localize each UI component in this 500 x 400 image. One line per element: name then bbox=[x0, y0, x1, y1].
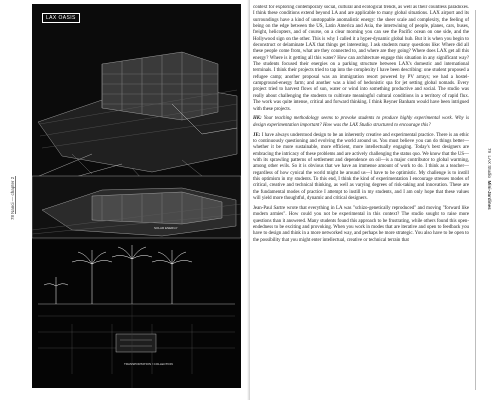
interview-text-column bbox=[253, 5, 469, 397]
top-render bbox=[32, 52, 237, 190]
paragraph-1 bbox=[253, 5, 469, 113]
answer-speaker: JE: bbox=[253, 132, 261, 138]
right-margin-rule bbox=[475, 10, 476, 390]
right-running-head bbox=[478, 148, 492, 238]
plate-caption-solar: SOLAR ENERGY bbox=[154, 226, 178, 230]
running-head-title: Mini-Jardines bbox=[487, 180, 492, 210]
architectural-plate bbox=[32, 4, 241, 388]
left-folio-number: 78 bbox=[10, 214, 15, 220]
left-folio-text: Nanci — chapter 2 bbox=[10, 176, 15, 214]
answer-paragraph bbox=[253, 133, 469, 203]
running-head-section: LAX Studio bbox=[487, 155, 492, 179]
middle-render bbox=[32, 176, 241, 238]
right-page-number: 79 bbox=[487, 148, 492, 154]
question-paragraph bbox=[253, 116, 469, 129]
plate-illustration bbox=[32, 4, 241, 388]
left-folio bbox=[10, 130, 20, 220]
paragraph-4-text: Jean-Paul Sartre wrote that everything in LA was "schizo-genetically reproduced" and moving "forward like modern armies". How could you not be experimental in this context? The studio sought to raise more questions than it answered. Many students found this approach to be frustrating, while others found this open-endedness to be exciting and provoking. When you work in modes that are iterative and open to feedback you have to design and think in a more networked way, and perhaps be more strategic. You also have to be open to the possibility that you might enter intellectual, creative or technical terrain that bbox=[253, 206, 469, 243]
question-speaker: HK: bbox=[253, 116, 262, 122]
left-page bbox=[0, 0, 249, 400]
plate-caption-transport: TRANSPORTATION / COLLECTION bbox=[124, 362, 173, 366]
paragraph-4 bbox=[253, 206, 469, 244]
question-text: Your teaching methodology seems to provoke students to produce highly experimental work. Why is design experimentation important? How was the LAX Studio structured to encourage this? bbox=[253, 116, 469, 128]
plate-title-tag: LAX OASIS bbox=[42, 13, 80, 23]
paragraph-1-text: context for exploring contemporary social, cultural and ecological trends, as well as their countless paradoxes. I think these conditions extend beyond LA and are applicable to many global situations. LAX airport and its surroundings have a kind of unstoppable anomalistic energy: the sheer scale and complexity, the feeling of being on the edge between the US, Latin America and Asia, the intertwining of people, planes, cars, buses, freight, helicopters, and of course, on a clear morning you can see the Pacific ocean on one side, and the Hollywood sign on the other. This is why I called it a hyper-dynamic global hub. But it is when you begin to deconstruct or delaminate LAX that things get interesting. I ask students many questions like: Where did all these people come from, what are they connected to, and where are they going? Where does LAX get all this energy? Where is it getting all this water? How can architecture engage this situation in any significant way? The students focused their energies on a parking structure between LAX's domestic and international terminals. I think their projects tried to tap into the complexity I have been describing: one student proposed a refugee camp; another proposal was an immigration resort powered by PV arrays; we had a hostel-campground-energy farm; and another was a kind of hedonistic spa for jet setting global nomads. Every project tried to harvest flows of sun, water or wind into something productive and social. The studio was really about challenging the students to cultivate meaningful cultural conditions in a territory of rapid flux. The work was quite intense, critical and forward thinking. I think Reyner Banham would have been intrigued with these projects. bbox=[253, 5, 469, 112]
answer-text: I have always understood design to be an inherently creative and experimental practice. There is an ethic to continuously questioning and evolving the world around us. You must believe you can do things better—whether it be more sustainable, more efficient, more intellectually engaging. Today's best designers are embracing the intricacy of these problems and are actively challenging the status quo. We know that the US—with its sprawling patterns of settlement and dependence on oil—is a major contributor to global warming, among other evils. So it is obvious that we have an immense amount of work to do. I think as a teacher—regardless of how cynical the world might be around us—I have to be optimistic. My challenge is to instill this optimism in my students. To this end, I think the kind of experimentation I encourage stresses modes of critical, creative and technical thinking, as well as varying degrees of risk-taking and innovation. These are the fundamental modes of practice I attempt to instill in my students, and I am only hope that these values will yield more thoughtful, dynamic and critical designers. bbox=[253, 132, 469, 202]
